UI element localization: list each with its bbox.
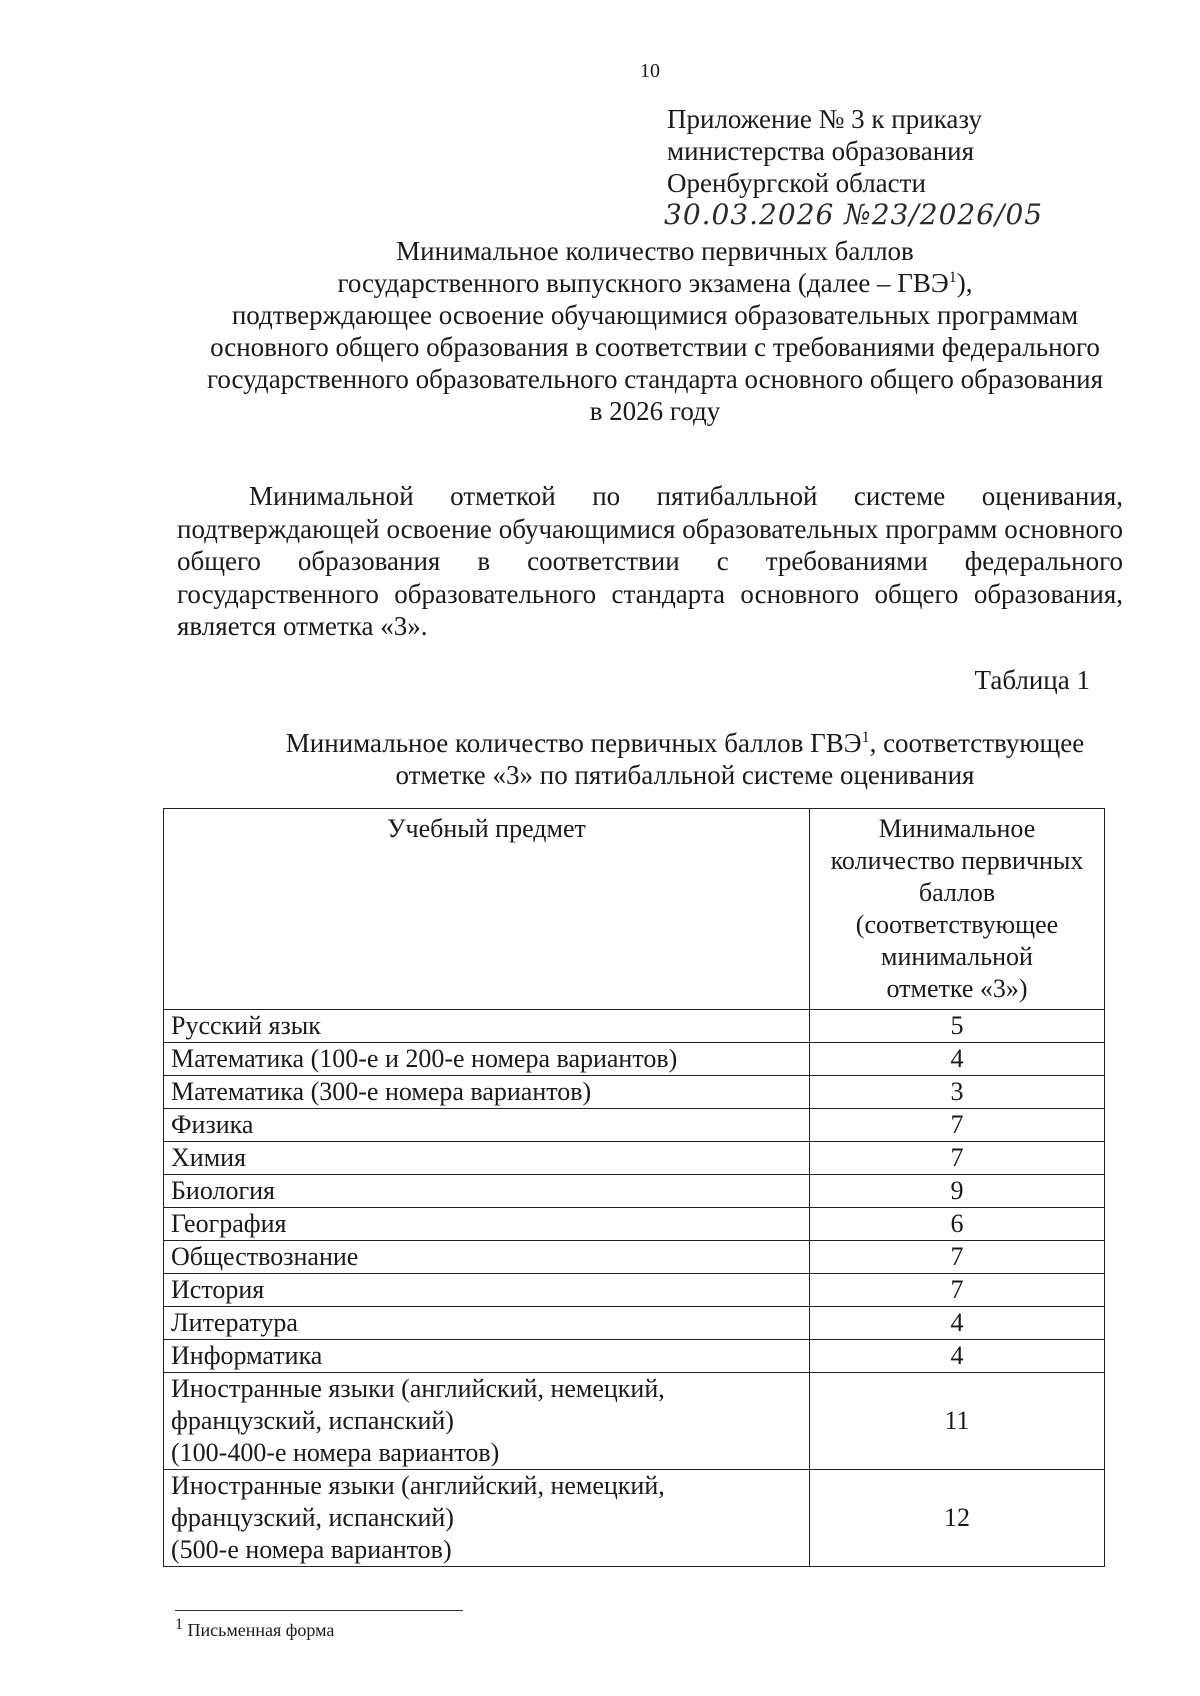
footnote-ref: 1 [861,729,870,746]
table-row [164,1307,1105,1340]
title-line-3: подтверждающее освоение обучающимися образовательных программам [231,300,1079,330]
subject-line: французский, испанский) [171,1406,454,1435]
subject-line: французский, испанский) [171,1503,454,1532]
table-row [164,1076,1105,1109]
appendix-line-3: Оренбургской области [667,168,926,198]
score-cell: 12 [810,1470,1105,1567]
footnote-text: Письменная форма [187,1620,335,1640]
table-row [164,1142,1105,1175]
table-row [164,1241,1105,1274]
header-min-score [810,809,1105,1010]
subject-cell: Биология [164,1175,810,1208]
header-score-line: (соответствующее [855,910,1059,939]
caption-line-2: отметке «3» по пятибалльной системе оценивания [395,760,975,790]
scores-table [163,808,1105,1567]
title-line-6: в 2026 году [589,396,721,426]
score-cell: 5 [810,1010,1105,1043]
title-line-2: государственного выпускного экзамена (далее – ГВЭ$^1$), [337,268,973,298]
score-cell: 9 [810,1175,1105,1208]
score-cell: 4 [810,1043,1105,1076]
header-score-line: Минимальное [878,814,1036,843]
subject-line: (500-е номера вариантов) [171,1535,452,1564]
score-cell: 6 [810,1208,1105,1241]
table-row [164,1470,1105,1567]
header-subject: Учебный предмет [164,809,810,1010]
subject-cell: Информатика [164,1340,810,1373]
subject-cell: Русский язык [164,1010,810,1043]
subject-cell: Физика [164,1109,810,1142]
table-label: Таблица 1 [974,665,1090,695]
footnote-divider [175,1610,463,1611]
header-score-line: баллов [918,878,996,907]
subject-cell: Обществознание [164,1241,810,1274]
table-row [164,1208,1105,1241]
title-line-1: Минимальное количество первичных баллов [396,236,914,266]
subject-cell [164,1470,810,1567]
subject-cell: Литература [164,1307,810,1340]
table-row [164,1340,1105,1373]
score-cell: 7 [810,1241,1105,1274]
table-row [164,1175,1105,1208]
header-score-line: отметке «3») [886,974,1028,1003]
subject-line: Иностранные языки (английский, немецкий, [171,1374,665,1403]
score-cell: 7 [810,1142,1105,1175]
title-line-4: основного общего образования в соответствии с требованиями федерального [210,332,1100,362]
footnote-marker: 1 [175,1616,183,1633]
table-row [164,1043,1105,1076]
document-title [175,235,1135,427]
score-cell: 7 [810,1274,1105,1307]
handwritten-date-number: 30.03.2026 №23/2026/05 [664,198,1044,231]
caption-line-1: Минимальное количество первичных баллов ГВЭ$^1$, соответствующее [285,728,1085,758]
table-caption [250,727,1120,791]
score-cell: 3 [810,1076,1105,1109]
header-score-line: минимальной [881,942,1033,971]
table-row [164,1010,1105,1043]
score-cell: 11 [810,1373,1105,1470]
table-row [164,1373,1105,1470]
header-score-line: количество первичных [830,846,1084,875]
subject-line: Иностранные языки (английский, немецкий, [171,1471,665,1500]
table-row [164,1109,1105,1142]
subject-cell: Химия [164,1142,810,1175]
score-cell: 4 [810,1340,1105,1373]
table-header-row [164,809,1105,1010]
subject-cell: Математика (100-е и 200-е номера вариантов) [164,1043,810,1076]
subject-cell [164,1373,810,1470]
table-row [164,1274,1105,1307]
score-cell: 4 [810,1307,1105,1340]
appendix-line-1: Приложение № 3 к приказу [667,104,982,134]
page-number: 10 [640,60,660,82]
footnote-ref: 1 [948,269,957,286]
subject-line: (100-400-е номера вариантов) [171,1438,500,1467]
title-line-5: государственного образовательного стандарта основного общего образования [206,364,1104,394]
score-cell: 7 [810,1109,1105,1142]
appendix-line-2: министерства образования [667,136,975,166]
body-paragraph: Минимальной отметкой по пятибалльной системе оценивания, подтверждающей освоение обучающимися образовательных программ основного общего образования в соответствии с требованиями федерального государственного образовательного стандарта основного общего образования, является отметка «3». [177,481,1123,641]
subject-cell: История [164,1274,810,1307]
subject-cell: География [164,1208,810,1241]
appendix-header [667,103,982,199]
footnote [175,1616,335,1641]
subject-cell: Математика (300-е номера вариантов) [164,1076,810,1109]
